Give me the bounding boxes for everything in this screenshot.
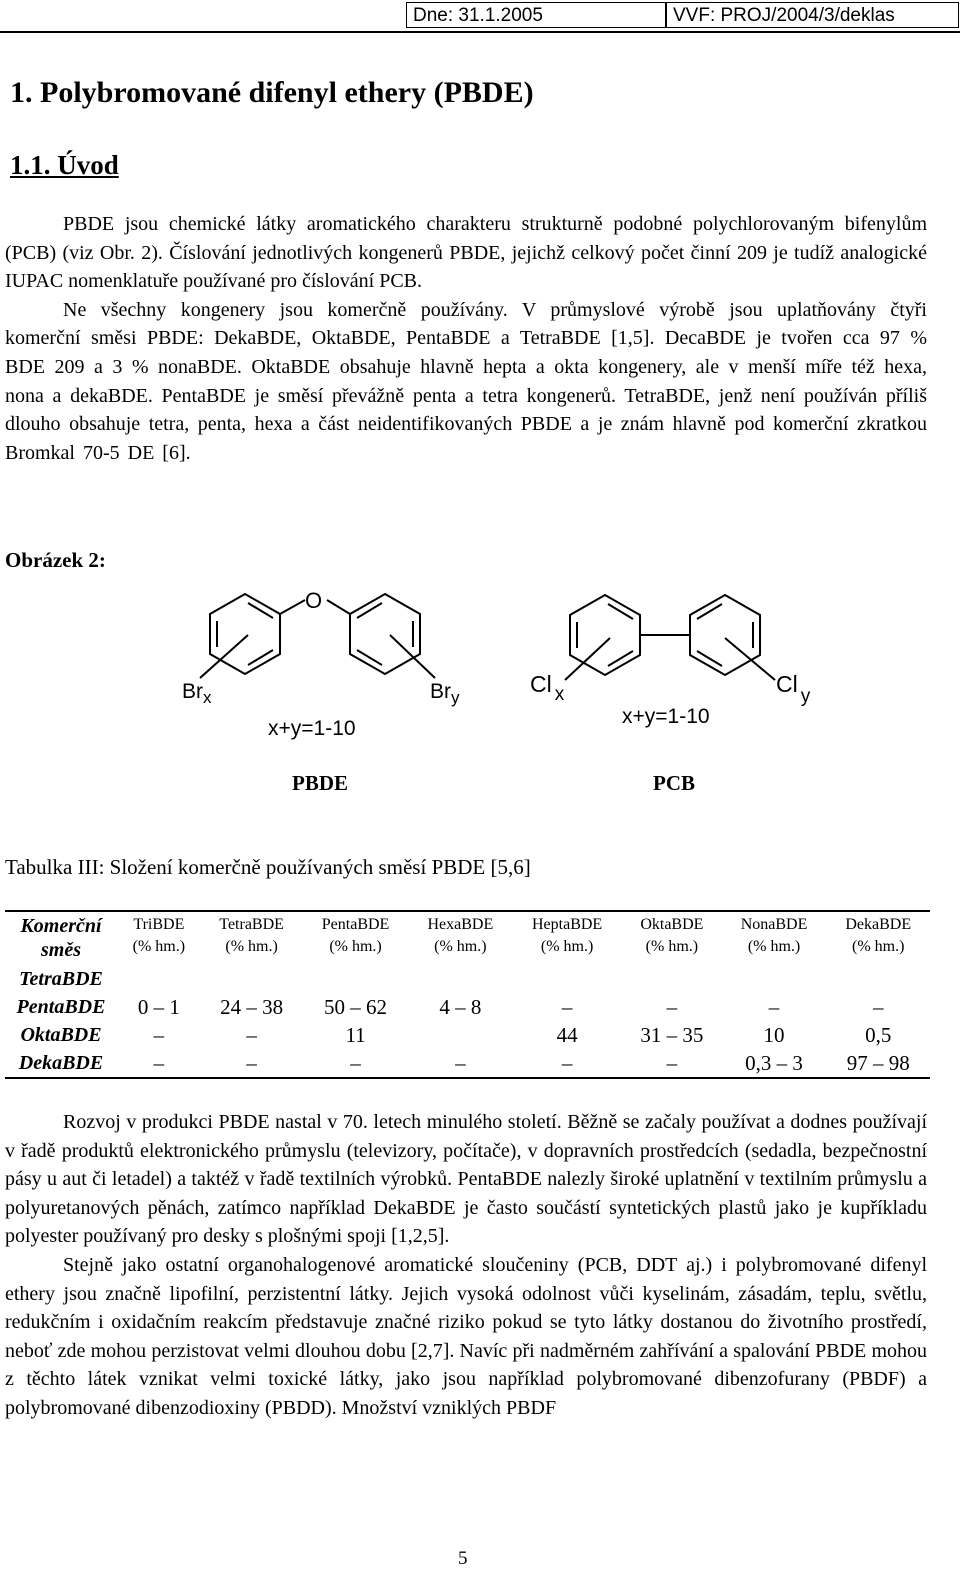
table-cell [117,965,201,993]
pcb-clx-label: Cl $_x$ [530,671,565,705]
table-cell: 0,3 – 3 [722,1049,827,1078]
header-col-dekabde: DekaBDE (% hm.) [826,911,930,965]
pbde-left-ring-double-3 [248,650,273,665]
table-cell: 31 – 35 [640,1022,704,1047]
pbde-ether-bond-left [280,600,305,614]
table-cell: 44 [556,1022,578,1047]
header-date: Dne: 31.1.2005 [406,2,666,28]
table-row-dekabde [5,1049,930,1078]
body-paragraph-1: Rozvoj v produkci PBDE nastal v 70. letech minulého století. Běžně se začaly používat a dodnes používají v řadě produktů elektronického průmyslu (televizory, počítače), v dopravních prostředcích (sedadla, bezpečnostní pásy u aut či letadel) a taktéž v řadě textilních výrobků. PentaBDE nalezly široké uplatnění v textilním průmyslu a polyuretanových pěnách, zatímco například DekaBDE je často součástí syntetických plastů jako je kupříkladu polyester používaný pro desky s plošnými spoji [1,2,5]. [5,1111,927,1248]
pcb-left-ring-double-3 [608,651,633,666]
table-cell: – [409,1049,512,1078]
table-cell [622,965,722,993]
intro-paragraph-2: Ne všechny kongenery jsou komerčně používány. V průmyslové výrobě jsou uplatňovány čtyři komerční směsi PBDE: DekaBDE, OktaBDE, PentaBDE a TetraBDE [1,5]. DecaBDE je tvořen cca 97 % BDE 209 a 3 % nonaBDE. OktaBDE obsahuje hlavně hepta a okta kongenery, ale v menší míře též hexa, nona a dekaBDE. PentaBDE je směsí převážně penta a tetra kongenerů. TetraBDE, jenž není používán příliš dlouho obsahuje tetra, penta, hexa a část neidentifikovaných PBDE a je znám hlavně pod komerční zkratkou Bromkal 70-5 DE [6]. [5,298,927,464]
pbde-right-ring-double-2 [357,603,382,618]
pcb-name-label: PCB [653,771,695,795]
header-rule [0,31,960,33]
table-cell: 97 – 98 [826,1049,930,1078]
pcb-left-ring [570,595,640,675]
header-mixture: Komerční směs [5,911,117,965]
header-reference: VVF: PROJ/2004/3/deklas [666,2,959,28]
table-cell: 11 [345,1022,366,1047]
table-cell: 24 – 38 [220,994,284,1019]
body-paragraph-2: Stejně jako ostatní organohalogenové aromatické sloučeniny (PCB, DDT aj.) i polybromované difenyl ethery jsou značně lipofilní, perzistentní látky. Jejich vysoká odolnost vůči kyselinám, zásadám, teplu, světlu, redukčním i oxidačním reakcím představuje značné riziko pokud se tyto látky dostanou do životního prostředí, neboť zde mohou perzistovat velmi dlouhou dobu [2,7]. Navíc při nadměrném zahřívání a spalování PBDE mohou z těchto látek vznikat velmi toxické látky, jako jsou například polybromované dibenzofurany (PBDF) a polybromované dibenzodioxiny (PBDD). Množství vzniklých PBDF [5,1253,927,1419]
composition-table [5,910,930,1079]
pcb-right-ring [690,595,760,675]
table-cell: – [117,1049,201,1078]
table-row-pentabde [5,993,930,1021]
pcb-right-ring-double-2 [697,604,722,619]
header-col-hexabde: HexaBDE (% hm.) [409,911,512,965]
pbde-oxygen-label: O [305,588,323,613]
table-caption: Tabulka III: Složení komerčně používaných směsí PBDE [5,6] [5,855,531,879]
pcb-right-ring-double-3 [697,651,722,666]
table-cell: – [512,1049,622,1078]
pbde-left-ring [210,594,280,674]
table-cell: 0 – 1 [137,994,180,1019]
intro-paragraph-1: PBDE jsou chemické látky aromatického charakteru strukturně podobné polychlorovaným bifenylům (PCB) (viz Obr. 2). Číslování jednotlivých kongenerů PBDE, jejichž celkový počet činní 209 je tudíž analogické IUPAC nomenklatuře používané pro číslování PCB. [5,213,927,293]
pcb-cly-label: Cl $_y$ [776,671,811,707]
pbde-right-ring [350,594,420,674]
body-text [5,1108,927,1423]
header-col-oktabde: OktaBDE (% hm.) [622,911,722,965]
pcb-cly-bond [725,638,775,680]
pbde-range-label: x+y=1-10 [268,717,356,740]
table-cell: – [201,1049,303,1078]
pbde-name-label: PBDE [292,771,349,795]
table-cell: – [768,994,780,1019]
pbde-ether-bond-right [327,600,350,614]
table-cell [722,965,827,993]
table-cell [409,965,512,993]
table-cell [826,965,930,993]
row-label: PentaBDE [16,995,106,1018]
table-cell: – [153,1022,165,1047]
structure-figure [0,580,960,805]
pcb-left-ring-double-2 [608,604,633,619]
table-cell: – [666,994,678,1019]
table-header-row [5,911,930,965]
table-row-oktabde [5,1021,930,1049]
table-cell: 10 [763,1022,785,1047]
pcb-range-label: x+y=1-10 [622,705,710,728]
pbde-right-ring-double-3 [357,650,382,665]
table-cell: – [622,1049,722,1078]
table-cell [409,1021,512,1049]
table-cell: 0,5 [865,1022,892,1047]
pbde-left-ring-double-2 [248,603,273,618]
header-col-heptabde: HeptaBDE (% hm.) [512,911,622,965]
intro-text [5,210,927,467]
section-title: 1. Polybromované difenyl ethery (PBDE) [10,76,534,109]
table-cell: – [246,1022,257,1047]
row-label: OktaBDE [20,1023,102,1046]
table-cell: – [872,994,884,1019]
subsection-title: 1.1. Úvod [10,150,119,180]
page-number: 5 [458,1548,468,1569]
header-col-tribde: TriBDE (% hm.) [117,911,201,965]
figure-caption: Obrázek 2: [5,548,106,572]
table-cell [303,965,409,993]
pbde-bry-label: $Br_y$ [430,680,460,707]
table-cell: 50 – 62 [324,994,388,1019]
table-cell [512,965,622,993]
pbde-brx-label: $Br_x$ [182,680,212,707]
header-col-tetrabde: TetraBDE (% hm.) [201,911,303,965]
table-cell [201,965,303,993]
table-cell: 4 – 8 [439,994,482,1019]
table-cell: – [303,1049,409,1078]
row-label: TetraBDE [19,967,103,990]
header-col-nonabde: NonaBDE (% hm.) [722,911,827,965]
table-cell: – [561,994,573,1019]
table-row-tetrabde [5,965,930,993]
header-col-pentabde: PentaBDE (% hm.) [303,911,409,965]
row-label: DekaBDE [5,1049,117,1078]
